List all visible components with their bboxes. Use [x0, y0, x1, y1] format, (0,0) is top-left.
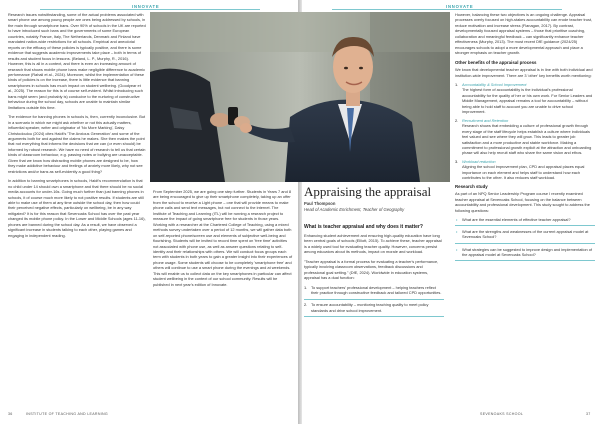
item-text: To ensure accountability – monitoring teaching quality to meet policy standards and drive school improvement.	[311, 302, 429, 313]
body-paragraph: However, balancing these two objectives is an ongoing challenge. Appraisal processes overly focused on high-stakes accountability can erode teacher trust, reduce motivation and increase stress (Flanagan, 2017). By contrast, developmentally focused appraisal systems – those that prioritise coaching, collaboration and meaningful feedback – can significantly enhance teacher effectiveness (Murphy, 2013). The most recent DfE guidance (2024/25) encourages schools to adopt a more developmental approach and place a stronger emphasis on teacher growth.	[455, 12, 593, 56]
research-question: • What are the essential elements of effective teacher appraisal?	[455, 217, 595, 222]
benefit-title: Workload reduction	[462, 158, 496, 164]
section-heading: Research study	[455, 183, 488, 189]
body-paragraph: Research issues notwithstanding, some of the actual problems associated with smart phone use among young people are ones being addressed by schools, in the main through smartphone bans. Over 90% of schools in the UK are reported to have introduced such bans and the governments of some European countries, notably France, Italy, The Netherlands, Denmark and Finland have mandated nation-wide restrictions for all schools. Empirical and anecdotal reports on the efficacy of these policies is typically positive, and there is some evidence that suggests academic improvements take place – both in terms of results and student focus in lessons. (Beland, L. P., Murphy, R., 2016). However, this is all in a context, and there is even an increasing amount of research that shows mobile phone bans make negligible difference to academic performance (Rahali et al., 2024). Moreover, whilst the implementation of these kinds of policies is on the increase, there is little evidence that banning smartphones in schools has much impact on student wellbeing. (Goodyear et al., 2025). The reason for this is of course self-evident. Whilst introducing such bans might seem (and probably is) conducive to the nurturing of constructive behaviour during the school day, schools are unable to maintain similar limitations outside this time.	[8, 12, 146, 110]
item-number: 3.	[455, 158, 459, 164]
benefit-item	[455, 159, 595, 181]
author-role: Head of Academic Enrichment, Teacher of Geography	[304, 207, 405, 212]
item-number: 1.	[304, 284, 308, 290]
benefit-title: Accountability & School Improvement	[462, 81, 527, 87]
article-title: Appraising the appraisal	[304, 184, 432, 199]
body-paragraph: Enhancing student achievement and ensuring high-quality education have long been central goals of schools (Elliott, 2015). To achieve these, teacher appraisal is a widely used tool for evaluating teacher quality. However, concerns persist among educators about its methods, impact on morale and workload.	[304, 233, 442, 255]
divider	[304, 299, 444, 300]
numbered-item	[304, 285, 444, 296]
item-number: 2.	[304, 302, 308, 308]
benefit-item	[455, 82, 595, 115]
left-column-1	[8, 12, 146, 242]
body-paragraph: The evidence for banning phones in schools is, then, currently inconclusive. But in a scenario in which we might ask whether or not this actually matters, influential speaker, writer and originator of 'No More Marking', Daisy Christodoulou (2024) cites Haidt's 'The Anxious Generation' and some of the arguments both for and against the claims he makes. She then makes the point that not everything that informs the decisions that we can (or even should) be informed by robust research. We have no need of research to tell us that certain kinds of classroom behaviour, e.g. passing notes or bullying are unacceptable. Given that we know how distracting mobile phones are designed to be, how they make addictive behaviour and feelings of anxiety more likely, why not see restrictions and/or bans as self-evidently a good thing?	[8, 114, 146, 174]
article-photo	[150, 12, 450, 182]
benefit-item	[455, 118, 595, 156]
body-paragraph: As part of an NPQ Senior Leadership Program course I recently examined teacher appraisal at Sevenoaks School, focusing on the balance between accountability and professional development. This study sought to address the following questions:	[455, 191, 590, 213]
body-paragraph: We know that developmental teacher appraisal is in line with both individual and institution-wide improvement. There are 3 'other' key benefits worth mentioning:	[455, 67, 593, 78]
body-paragraph: From September 2025, we are going one step further. Students in Years 7 and 8 are being encouraged to give up their smartphone completely, taking up an offer from the school to receive a Light phone – one that will provide means to make phone calls and send text messages, but not connect to the internet. The Institute of Teaching and Learning (ITL) will be running a research project to measure the impact of going smartphone free for students in those years. Working with a researcher at the Chartered College of Teaching, using a mixed methods survey undertaken over a period of 12 months, we will gather data both on self-reported phone/screen use and elements of subjective well-being and flourishing. Students will be invited to record time spent on 'free time' activities not associated with phone use, as well as answer questions relating to self-identity and their relationships with others. We will conduct focus groups each term with students in both years to gain a greater insight into their experiences of phone usage. Some students will choose to be completely 'smartphone free' and others will continue to use a smart phone during the evenings and at weekends. This will enable us to collect data on the key smartphones in particular can affect student wellbeing in the context of our school community. Results will be published in next year's edition of Innovate.	[153, 189, 293, 287]
item-number: 2.	[455, 117, 459, 123]
research-question: • What strategies can be suggested to improve design and implementation of the appraisal model at Sevenoaks School?	[455, 247, 595, 258]
header-tag: INNOVATE	[446, 4, 474, 9]
benefit-text: The highest form of accountability is the individual's professional accountability for the quality of her or his own work. For Senior Leaders and Middle Management, appraisal remains a tool for accountability – without being able to hold staff to account you are unable to drive school improvement.	[462, 87, 593, 115]
right-column-1	[304, 224, 444, 320]
divider	[455, 260, 595, 261]
photo-teacher-and-student	[150, 12, 450, 182]
body-paragraph: In addition to banning smartphones in schools, Haidt's recommendation is that no child under 14 should own a smartphone and that there should be no social media accounts for under-16s. Going much further than just banning phones in schools, it of course much more likely to not positive results. If students are still able to make use of them at any time outside the school day, then how could their perceived negative effects, particularly on wellbeing, be in any way mitigated? It is for this reason that Sevenoaks School has over the past year changed its mobile phone policy. In the Lower and Middle Schools (ages 11-16), phones are banned during the school day. As a result, we have observed a significant increase in students talking to each other, playing games and engaging in independent reading.	[8, 178, 146, 238]
divider	[304, 316, 444, 317]
research-question: • What are the strengths and weaknesses of the current appraisal model at Sevenoaks School?	[455, 229, 595, 240]
benefit-text: Aligning the school improvement plan, CPD and appraisal places equal importance on each element and helps staff to understand how each contributes to the other. It also reduces staff workload.	[462, 164, 585, 181]
benefit-text: Research shows that embedding a culture of professional growth through every stage of the staff lifecycle helps establish a culture where individuals feel valued and see where they will grow. This leads to greater job satisfaction and a more productive and stable workforce. Making a commitment to professional growth explicit at the attraction and onboarding phase will also help recruit staff who share the same vision and ethos.	[462, 123, 592, 156]
right-column-2	[455, 12, 595, 264]
page-number-right: 37	[586, 412, 591, 416]
header-rule	[332, 9, 562, 10]
page-number-left: 36	[8, 412, 13, 416]
section-heading: Other benefits of the appraisal process	[455, 59, 537, 65]
divider	[455, 225, 595, 226]
author-name: Paul Thompson	[304, 201, 336, 206]
body-paragraph: "Teacher appraisal is a formal process for evaluating a teacher's performance, typically involving classroom observations, feedback discussions and professional goal setting." (DfE, 2024). Worldwide in education systems, appraisal has a dual function:	[304, 258, 439, 281]
footer-institute: INSTITUTE OF TEACHING AND LEARNING	[26, 412, 109, 416]
item-number: 1.	[455, 81, 459, 87]
numbered-item	[304, 302, 444, 313]
divider	[455, 243, 595, 244]
footer-school: SEVENOAKS SCHOOL	[480, 412, 524, 416]
benefit-title: Recruitment and Retention	[462, 117, 509, 123]
left-column-2	[153, 189, 293, 291]
header-tag: INNOVATE	[132, 4, 160, 9]
item-text: To support teachers' professional development – helping teachers reflect their practice through constructive feedback and tailored CPD opportunities.	[311, 284, 442, 296]
section-heading: What is teacher appraisal and why does it matter?	[304, 224, 423, 230]
header-rule	[40, 9, 260, 10]
